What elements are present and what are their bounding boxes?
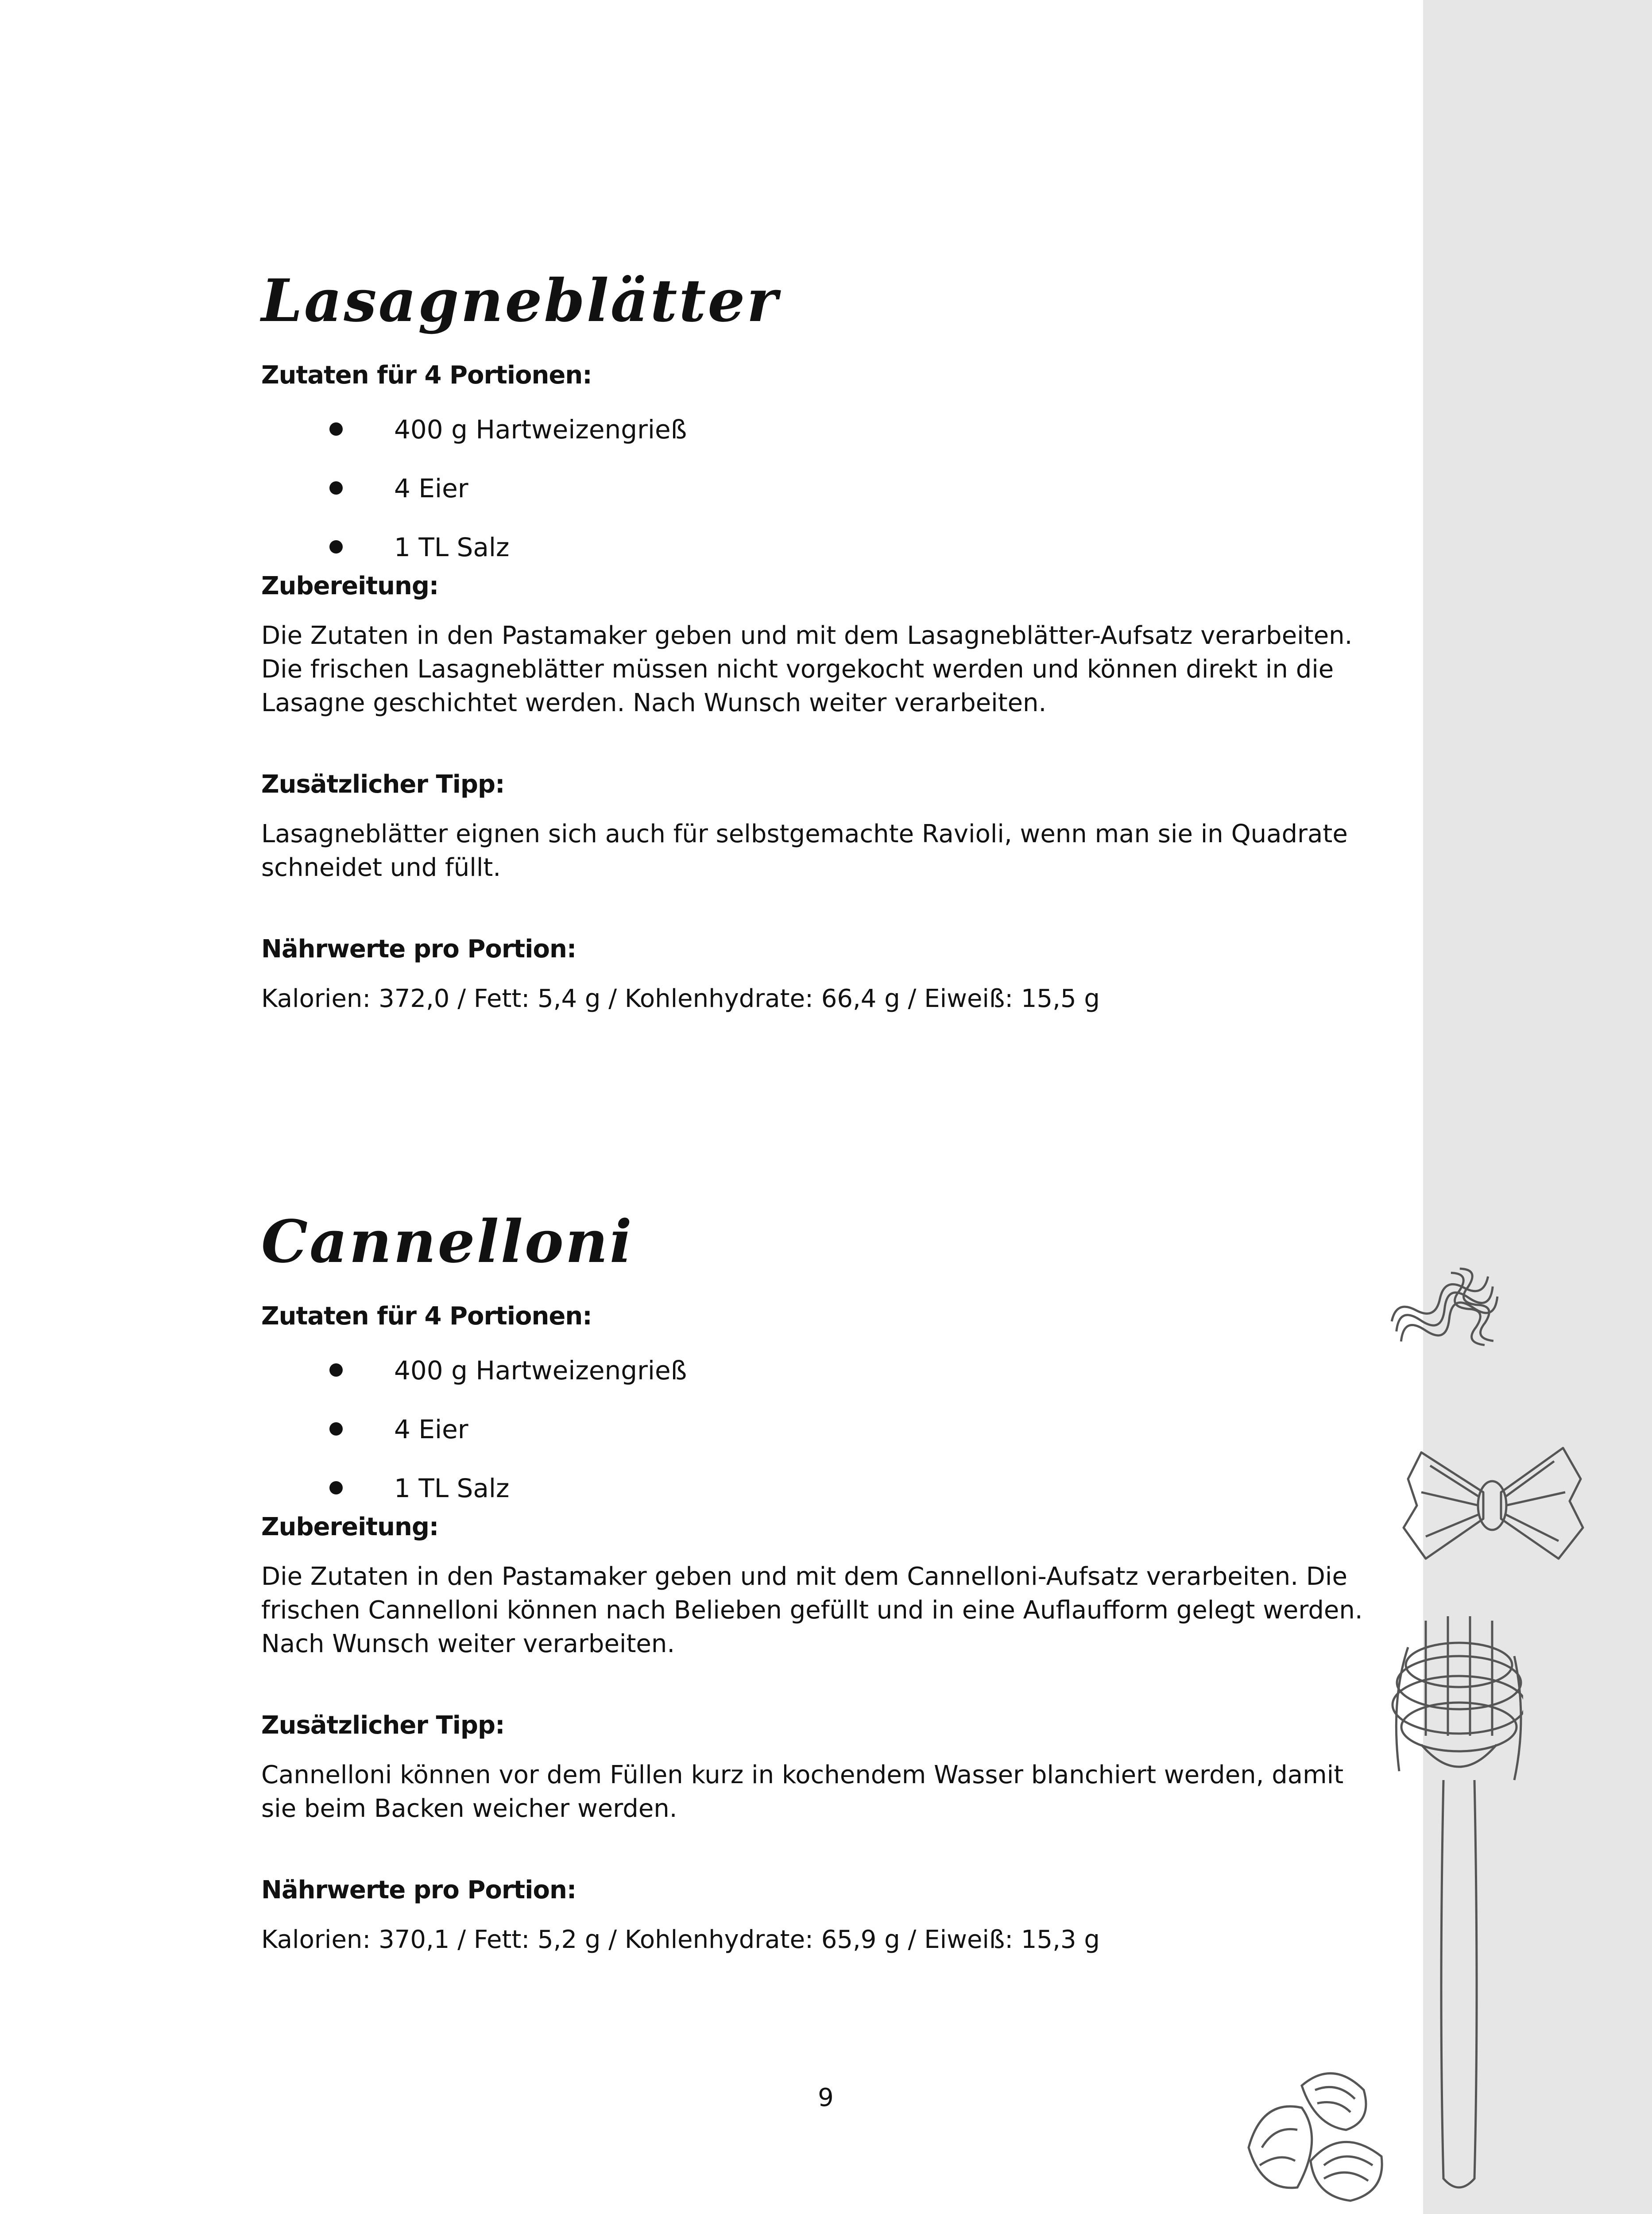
ingredient-item [261,1413,1395,1446]
fusilli-illustration [1377,1240,1528,1390]
nutrition-values: Kalorien: 372,0 / Fett: 5,4 g / Kohlenhydrate: 66,4 g / Eiweiß: 15,5 g [261,984,1100,1013]
tip-text [261,1758,1395,1826]
bullet-icon [329,481,343,495]
tip-heading: Zusätzlicher Tipp: [261,1711,505,1740]
ingredients-heading: Zutaten für 4 Portionen: [261,361,592,390]
preparation-text [261,619,1395,720]
preparation-heading: Zubereitung: [261,1513,439,1541]
ingredient-text: 400 g Hartweizengrieß [394,1355,687,1386]
ingredients-list [261,1354,1395,1505]
recipe-lasagneblaetter [261,266,1395,1016]
ingredient-item [261,1471,1395,1505]
tip-heading: Zusätzlicher Tipp: [261,770,505,799]
tip-text [261,817,1395,885]
bullet-icon [329,1363,343,1377]
bullet-icon [329,540,343,554]
tip-line: sie beim Backen weicher werden. [261,1794,677,1823]
tip-line: schneidet und füllt. [261,853,501,882]
farfalle-illustration [1395,1426,1590,1576]
bullet-icon [329,422,343,436]
recipe-cannelloni [261,1207,1395,1957]
preparation-line: Nach Wunsch weiter verarbeiten. [261,1630,675,1658]
ingredient-text: 1 TL Salz [394,1473,510,1503]
ingredient-item [261,530,1395,564]
ingredient-text: 1 TL Salz [394,532,510,562]
ingredient-item [261,413,1395,446]
preparation-line: frischen Cannelloni können nach Belieben gefüllt und in eine Auflaufform gelegt werden. [261,1596,1363,1625]
ingredients-list [261,413,1395,564]
conchiglie-illustration [1235,2059,1404,2210]
tip-line: Lasagneblätter eignen sich auch für selbstgemachte Ravioli, wenn man sie in Quadrate [261,820,1348,848]
preparation-line: Lasagne geschichtet werden. Nach Wunsch weiter verarbeiten. [261,689,1047,717]
ingredient-text: 4 Eier [394,473,468,503]
preparation-line: Die Zutaten in den Pastamaker geben und mit dem Cannelloni-Aufsatz verarbeiten. Die [261,1562,1347,1591]
nutrition-heading: Nährwerte pro Portion: [261,935,576,964]
ingredient-item [261,472,1395,505]
ingredients-heading: Zutaten für 4 Portionen: [261,1302,592,1331]
ingredient-text: 4 Eier [394,1414,468,1444]
preparation-heading: Zubereitung: [261,572,439,600]
recipe-title: Cannelloni [261,1208,634,1276]
ingredient-text: 400 g Hartweizengrieß [394,414,687,445]
preparation-text [261,1560,1395,1661]
recipe-title: Lasagneblätter [261,267,779,335]
preparation-line: Die Zutaten in den Pastamaker geben und mit dem Lasagneblätter-Aufsatz verarbeiten. [261,621,1353,650]
page-number: 9 [818,2083,834,2112]
bullet-icon [329,1422,343,1436]
nutrition-values: Kalorien: 370,1 / Fett: 5,2 g / Kohlenhydrate: 65,9 g / Eiweiß: 15,3 g [261,1925,1100,1954]
tip-line: Cannelloni können vor dem Füllen kurz in kochendem Wasser blanchiert werden, damit [261,1761,1344,1789]
bullet-icon [329,1481,343,1494]
nutrition-heading: Nährwerte pro Portion: [261,1876,576,1904]
preparation-line: Die frischen Lasagneblätter müssen nicht vorgekocht werden und können direkt in die [261,655,1334,684]
ingredient-item [261,1354,1395,1387]
